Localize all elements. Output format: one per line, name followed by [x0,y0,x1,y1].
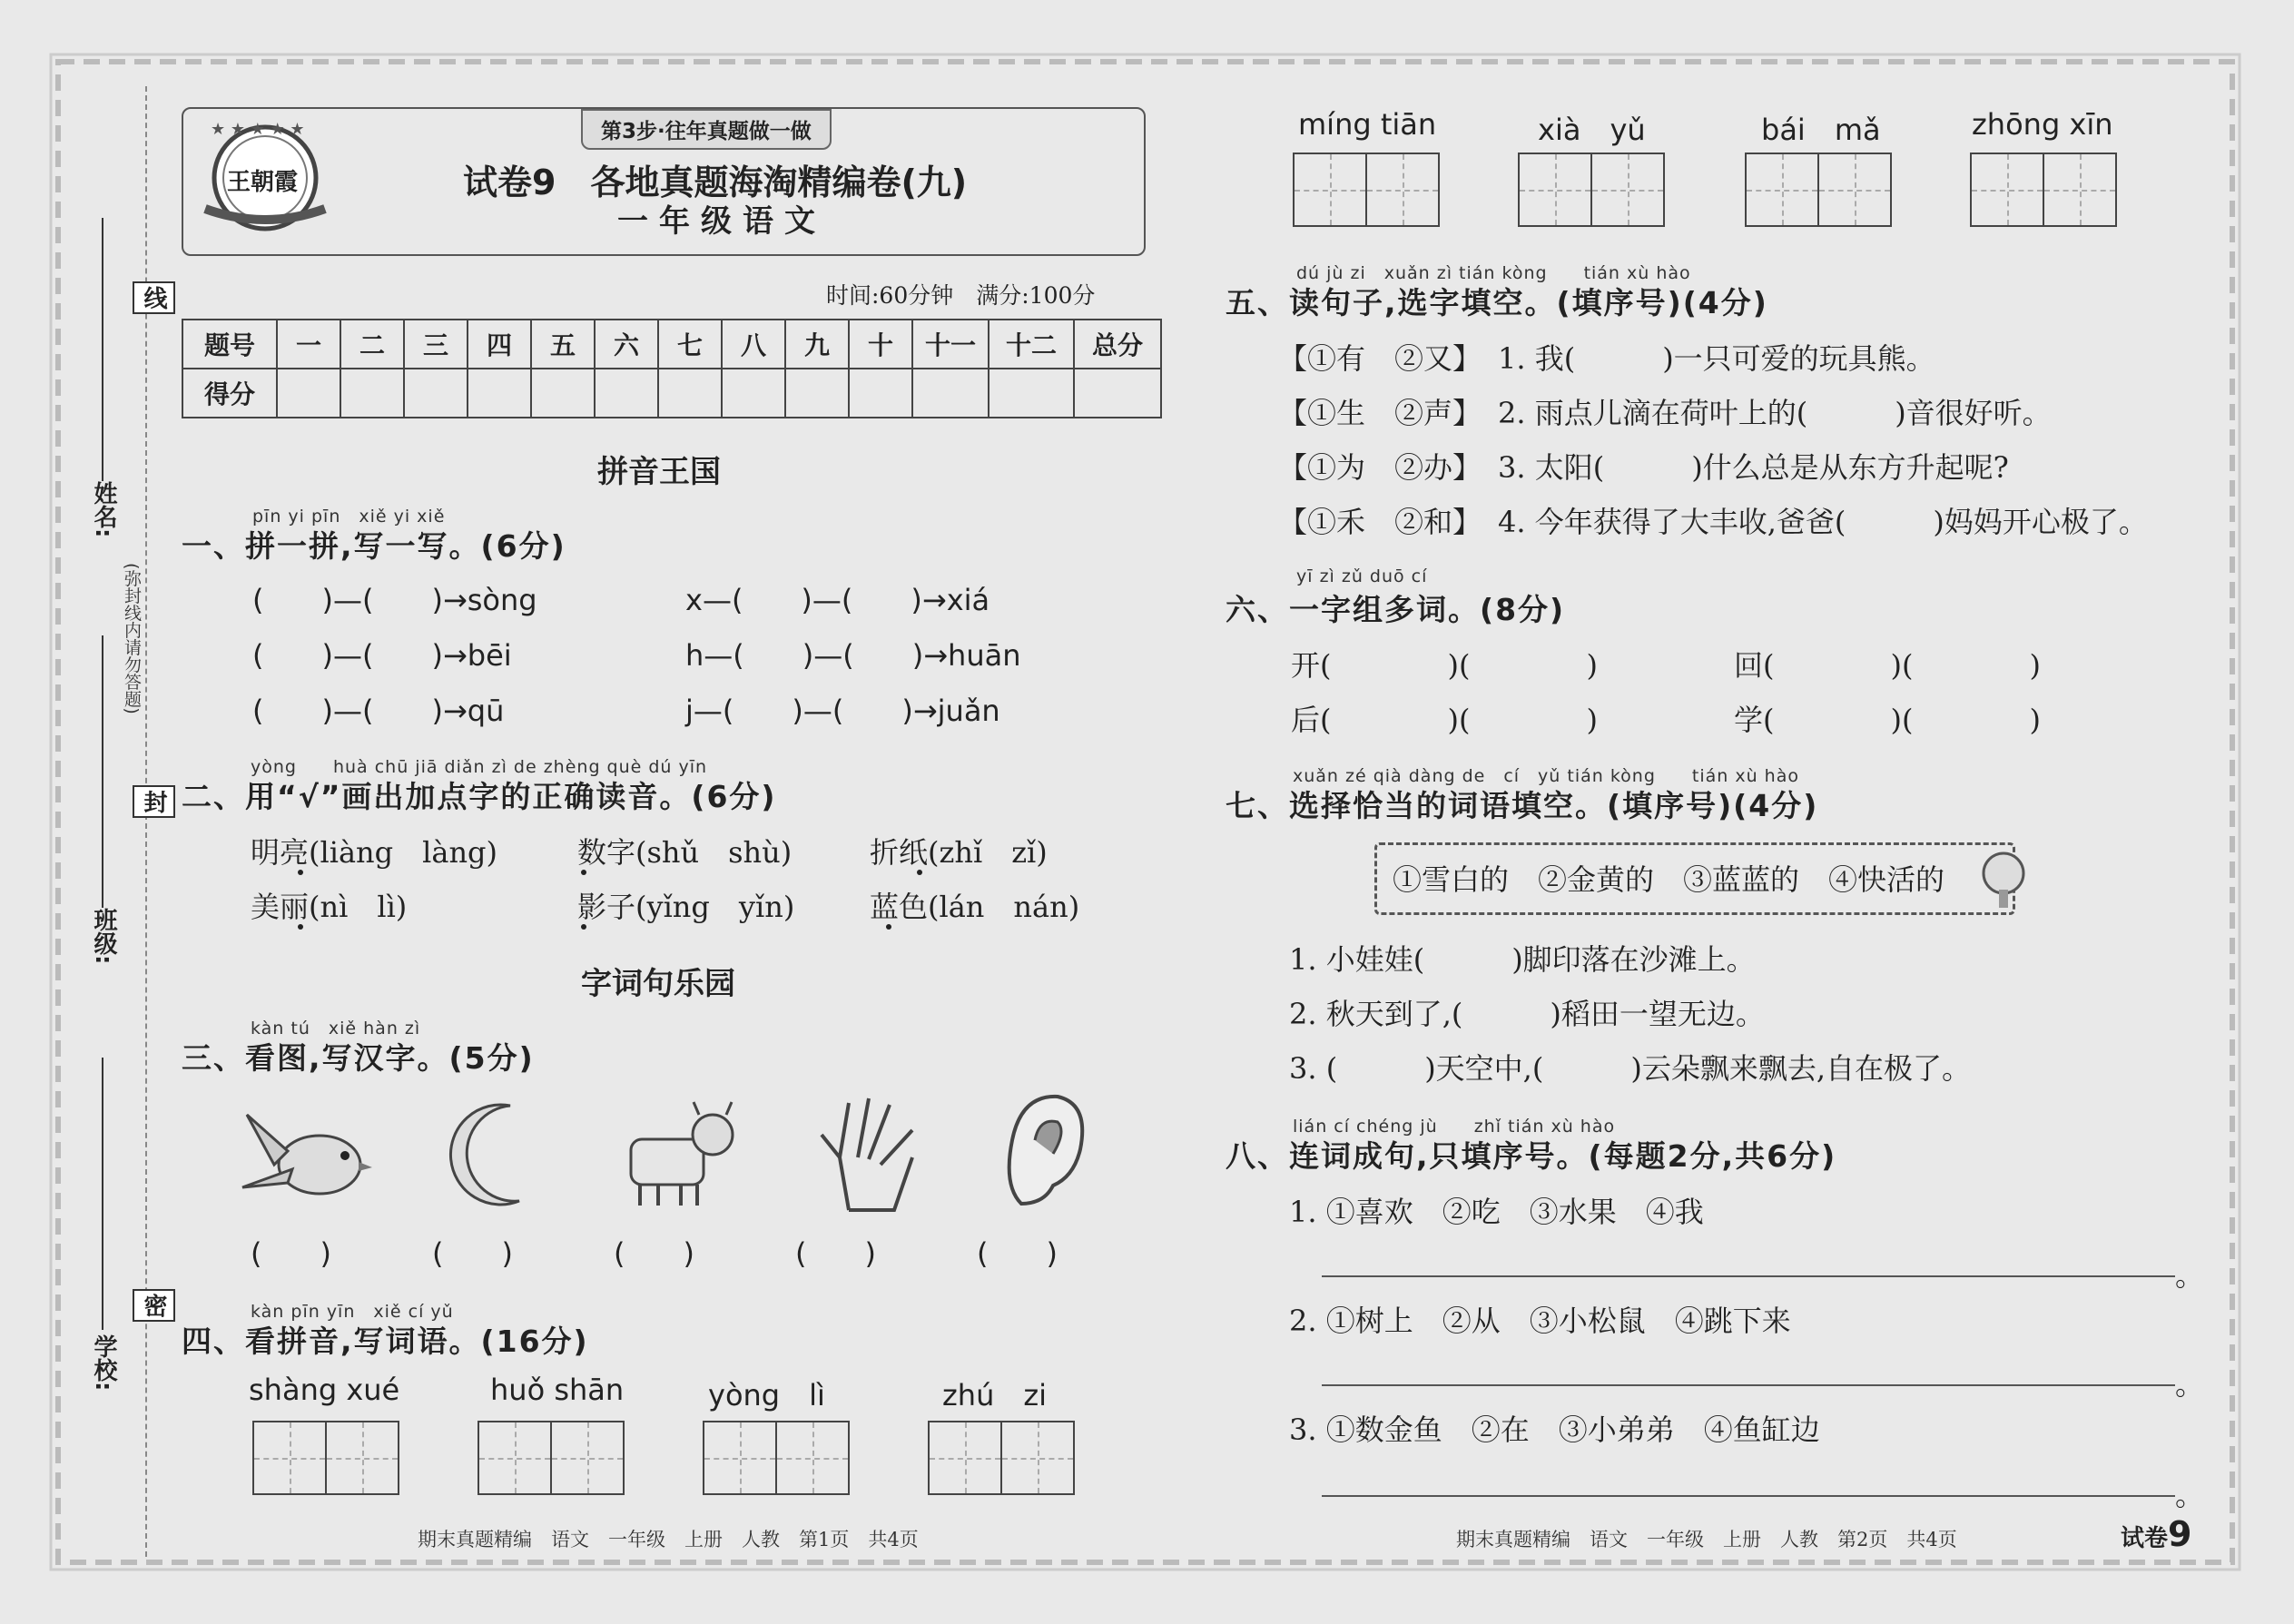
q5-r4-options: 【①禾 ②和】 [1278,505,1482,539]
q6-r1-c1[interactable]: 开( )( ) [1291,648,1598,683]
q4-word-4: zhú zi [942,1378,1048,1412]
emphasis-dot [298,870,303,875]
q7-options: ①雪白的 ②金黄的 ③蓝蓝的 ④快活的 [1393,862,1945,897]
q5-pinyin: dú jù zi xuǎn zì tián kòng tián xù hào [1296,263,1691,283]
binding-char-mi: 密 [133,1289,175,1322]
time-score: 时间:60分钟 满分:100分 [826,282,1096,309]
score-header-cell: 九 [785,320,849,369]
top-grid-1[interactable] [1293,153,1440,227]
q5-title: 五、读句子,选字填空。(填序号)(4分) [1226,285,1768,320]
score-header-cell: 总分 [1074,320,1161,369]
q7-pinyin: xuǎn zé qià dàng de cí yǔ tián kòng tián xù hào [1293,766,1799,786]
step-banner: 第3步·往年真题做一做 [581,109,832,150]
score-header-cell: 三 [404,320,468,369]
class-field[interactable] [102,635,103,908]
q3-answer-1[interactable]: ( ) [251,1236,331,1271]
cow-icon [617,1098,744,1212]
score-cell[interactable] [658,369,722,418]
q4-grid-2[interactable] [478,1421,625,1495]
emphasis-dot [886,924,891,930]
q1-r2-c1[interactable]: ( )—( )→bēi [252,638,512,673]
q6-r2-c1[interactable]: 后( )( ) [1291,703,1598,737]
q6-r1-c2[interactable]: 回( )( ) [1734,648,2041,683]
bird-icon [238,1097,383,1215]
score-header-cell: 八 [722,320,785,369]
svg-text:★ ★ ★ ★ ★: ★ ★ ★ ★ ★ [211,120,305,139]
paper-label [2121,1514,2191,1554]
q2-r1-c1[interactable]: 明亮(liàng làng) [251,835,498,870]
q7-r3[interactable]: 3. ( )天空中,( )云朵飘来飘去,自在极了。 [1289,1051,1971,1086]
q2-r1-c3[interactable]: 折纸(zhǐ zǐ) [870,835,1048,870]
logo [198,118,332,241]
paper-title: 试卷9 各地真题海淘精编卷(九) [463,162,968,202]
q5-r3-sentence[interactable]: 3. 太阳( )什么总是从东方升起呢? [1498,450,2009,485]
q3-answer-5[interactable]: ( ) [977,1236,1058,1271]
moon-icon [438,1097,546,1215]
q1-title: 一、拼一拼,写一写。(6分) [182,528,566,564]
top-grid-4[interactable] [1970,153,2117,227]
score-header-row [182,320,1161,369]
q2-r2-c1[interactable]: 美丽(nì lì) [251,890,408,924]
q3-answer-2[interactable]: ( ) [432,1236,513,1271]
score-header-cell: 十 [849,320,912,369]
binding-char-feng: 封 [133,785,175,818]
q6-title: 六、一字组多词。(8分) [1226,592,1566,627]
hand-icon [812,1094,930,1216]
school-label: 学校: [90,1334,117,1392]
score-header-cell: 题号 [182,320,277,369]
q3-title: 三、看图,写汉字。(5分) [182,1040,535,1076]
emphasis-dot [581,924,586,930]
part2-title: 字词句乐园 [581,966,735,1002]
class-label: 班级: [90,908,117,965]
score-cell[interactable] [989,369,1074,418]
q4-title: 四、看拼音,写词语。(16分) [182,1324,589,1359]
q3-answer-4[interactable]: ( ) [795,1236,876,1271]
logo-text: 王朝霞 [227,169,299,196]
q2-r2-c2[interactable]: 影子(yǐng yǐn) [577,890,795,924]
left-footer: 期末真题精编 语文 一年级 上册 人教 第1页 共4页 [418,1529,919,1550]
score-header-cell: 四 [468,320,531,369]
name-field[interactable] [102,218,103,481]
top-grid-2[interactable] [1518,153,1665,227]
q8-pinyin: lián cí chéng jù zhǐ tián xù hào [1293,1117,1616,1137]
score-cell[interactable] [340,369,404,418]
q8-r3: 3. ①数金鱼 ②在 ③小弟弟 ④鱼缸边 [1289,1412,1820,1447]
top-word-4: zhōng xīn [1972,107,2113,142]
score-cell[interactable] [468,369,531,418]
right-footer: 期末真题精编 语文 一年级 上册 人教 第2页 共4页 [1456,1529,1957,1550]
q5-r4-sentence[interactable]: 4. 今年获得了大丰收,爸爸( )妈妈开心极了。 [1498,505,2148,539]
q3-answer-3[interactable]: ( ) [614,1236,694,1271]
q5-r1-sentence[interactable]: 1. 我( )一只可爱的玩具熊。 [1498,341,1935,376]
emphasis-dot [581,870,586,875]
top-grid-3[interactable] [1745,153,1892,227]
q3-pinyin: kàn tú xiě hàn zì [251,1019,421,1038]
q1-r3-c2[interactable]: j—( )—( )→juǎn [685,694,1000,728]
score-row-label: 得分 [182,369,277,418]
q1-r2-c2[interactable]: h—( )—( )→huān [685,638,1021,673]
top-word-1: míng tiān [1298,107,1437,142]
q8-end-3: 。 [2175,1478,2205,1512]
ear-icon [994,1086,1094,1213]
binding-note: (弥封线内请勿答题) [122,563,142,714]
q4-grid-4[interactable] [928,1421,1075,1495]
score-header-cell: 六 [595,320,658,369]
q1-pinyin: pīn yi pīn xiě yi xiě [252,507,446,527]
q5-r1-options: 【①有 ②又】 [1278,341,1482,376]
q7-r1[interactable]: 1. 小娃娃( )脚印落在沙滩上。 [1289,942,1756,977]
tree-icon [1972,846,2035,914]
paper-number: 9 [2168,1514,2192,1554]
score-cell[interactable] [595,369,658,418]
emphasis-dot [298,924,303,930]
score-table [182,319,1162,418]
score-row [182,369,1161,418]
q6-pinyin: yī zì zǔ duō cí [1296,566,1428,586]
q2-title: 二、用“√”画出加点字的正确读音。(6分) [182,779,777,814]
q8-answer-line-2[interactable] [1322,1384,2175,1386]
binding-char-xian: 线 [133,281,175,314]
q5-r3-options: 【①为 ②办】 [1278,450,1482,485]
school-field[interactable] [102,1058,103,1330]
q2-r2-c3[interactable]: 蓝色(lán nán) [870,890,1080,924]
score-header-cell: 五 [531,320,595,369]
q8-r1: 1. ①喜欢 ②吃 ③水果 ④我 [1289,1195,1704,1229]
score-header-cell: 七 [658,320,722,369]
score-header-cell: 十二 [989,320,1074,369]
q4-word-2: huǒ shān [490,1373,625,1407]
score-cell[interactable] [722,369,785,418]
score-cell[interactable] [912,369,989,418]
q1-r1-c1[interactable]: ( )—( )→sòng [252,583,537,617]
q4-word-3: yòng lì [708,1378,825,1412]
q8-end-2: 。 [2175,1367,2205,1402]
score-cell[interactable] [1074,369,1161,418]
q8-end-1: 。 [2175,1258,2205,1293]
q8-answer-line-1[interactable] [1322,1275,2175,1277]
q8-r2: 2. ①树上 ②从 ③小松鼠 ④跳下来 [1289,1304,1791,1338]
score-header-cell: 二 [340,320,404,369]
paper-subtitle: 一年级语文 [617,203,826,240]
name-label: 姓名: [90,481,117,538]
score-header-cell: 一 [277,320,340,369]
q4-grid-1[interactable] [252,1421,399,1495]
q5-r2-sentence[interactable]: 2. 雨点儿滴在荷叶上的( )音很好听。 [1498,396,2052,430]
q7-title: 七、选择恰当的词语填空。(填序号)(4分) [1226,788,1819,823]
q1-r1-c2[interactable]: x—( )—( )→xiá [685,583,990,617]
q8-title: 八、连词成句,只填序号。(每题2分,共6分) [1226,1138,1837,1174]
score-cell[interactable] [785,369,849,418]
q4-word-1: shàng xué [249,1373,400,1407]
score-header-cell: 十一 [912,320,989,369]
q4-grid-3[interactable] [703,1421,850,1495]
q4-pinyin: kàn pīn yīn xiě cí yǔ [251,1302,454,1322]
q7-r2[interactable]: 2. 秋天到了,( )稻田一望无边。 [1289,997,1765,1031]
q1-r3-c1[interactable]: ( )—( )→qū [252,694,505,728]
q2-r1-c2[interactable]: 数字(shǔ shù) [577,835,793,870]
part1-title: 拼音王国 [597,454,721,490]
top-word-2: xià yǔ [1538,113,1646,147]
q6-r2-c2[interactable]: 学( )( ) [1734,703,2041,737]
paper-label-text: 试卷 [2121,1525,2169,1552]
emphasis-dot [917,870,922,875]
q5-r2-options: 【①生 ②声】 [1278,396,1482,430]
score-cell[interactable] [849,369,912,418]
top-word-3: bái mǎ [1761,113,1881,147]
score-cell[interactable] [404,369,468,418]
score-cell[interactable] [531,369,595,418]
q8-answer-line-3[interactable] [1322,1495,2175,1497]
q2-pinyin: yòng huà chū jiā diǎn zì de zhèng què dú yīn [251,757,708,777]
score-cell[interactable] [277,369,340,418]
